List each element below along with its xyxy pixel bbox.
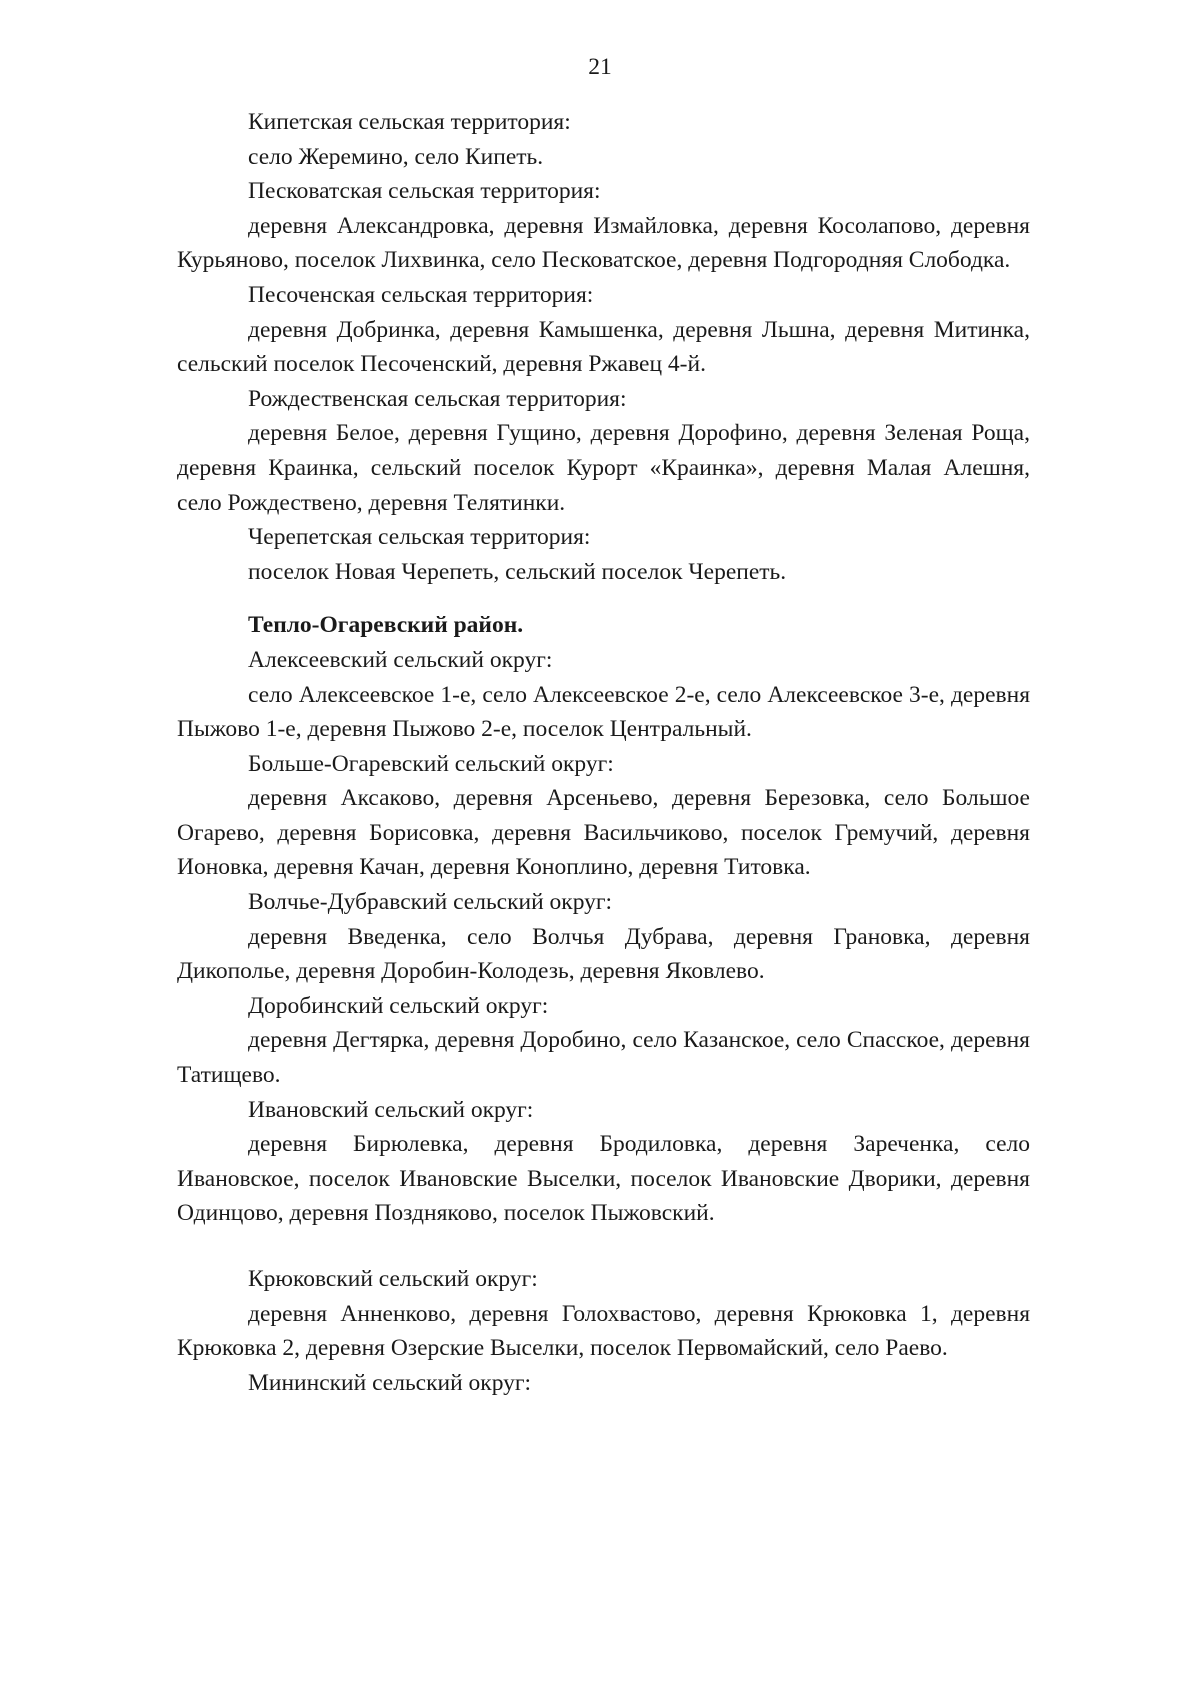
settlement-list: поселок Новая Черепеть, сельский поселок Черепеть. <box>248 558 787 585</box>
territory-heading: Песоченская сельская территория: <box>248 281 594 308</box>
okrug-heading: Доробинский сельский округ: <box>248 992 549 1019</box>
settlement-list: деревня Введенка, село Волчья Дубрава, деревня Грановка, деревня Дикополье, деревня Доробин-Колодезь, деревня Яковлево. <box>177 923 1030 985</box>
page-number: 21 <box>588 54 612 80</box>
district-title: Тепло-Огаревский район. <box>248 612 524 639</box>
spacer <box>177 1231 1030 1262</box>
settlement-list: деревня Дегтярка, деревня Доробино, село Казанское, село Спасское, деревня Татищево. <box>177 1027 1030 1089</box>
okrug-heading: Волчье-Дубравский сельский округ: <box>248 889 613 916</box>
okrug-heading: Крюковский сельский округ: <box>248 1266 538 1292</box>
okrug-heading: Ивановский сельский округ: <box>248 1096 534 1123</box>
territory-heading: Черепетская сельская территория: <box>248 524 591 551</box>
settlement-list: село Жеремино, село Кипеть. <box>248 143 544 170</box>
okrug-heading: Алексеевский сельский округ: <box>248 646 553 673</box>
settlement-list: деревня Аксаково, деревня Арсеньево, деревня Березовка, село Большое Огарево, деревня Борисовка, деревня Васильчиково, поселок Гремучий, деревня Ионовка, деревня Качан, деревня Коноплино, деревня Титовка. <box>177 785 1030 881</box>
settlement-list: деревня Белое, деревня Гущино, деревня Дорофино, деревня Зеленая Роща, деревня Краинка, сельский поселок Курорт «Краинка», деревня Малая Алешня, село Рождествено, деревня Телятинки. <box>177 420 1030 516</box>
territory-heading: Песковатская сельская территория: <box>248 178 601 205</box>
okrug-heading: Больше-Огаревский сельский округ: <box>248 750 614 777</box>
settlement-list: деревня Александровка, деревня Измайловка, деревня Косолапово, деревня Курьяново, поселок Лихвинка, село Песковатское, деревня Подгородняя Слободка. <box>177 212 1030 274</box>
spacer <box>177 589 1030 608</box>
territory-heading: Рождественская сельская территория: <box>248 385 627 412</box>
settlement-list: деревня Бирюлевка, деревня Бродиловка, деревня Зареченка, село Ивановское, поселок Ивановские Выселки, поселок Ивановские Дворики, деревня Одинцово, деревня Поздняково, поселок Пыжовский. <box>177 1131 1030 1227</box>
settlement-list: село Алексеевское 1-е, село Алексеевское 2-е, село Алексеевское 3-е, деревня Пыжово 1-е, деревня Пыжово 2-е, поселок Центральный. <box>177 681 1030 743</box>
settlement-list: деревня Анненково, деревня Голохвастово, деревня Крюковка 1, деревня Крюковка 2, деревня Озерские Выселки, поселок Первомайский, село Раево. <box>177 1300 1030 1362</box>
okrug-heading: Мининский сельский округ: <box>248 1369 532 1396</box>
document-body <box>177 105 1030 1400</box>
settlement-list: деревня Добринка, деревня Камышенка, деревня Льшна, деревня Митинка, сельский поселок Песоченский, деревня Ржавец 4-й. <box>177 316 1030 378</box>
territory-heading: Кипетская сельская территория: <box>248 109 571 135</box>
